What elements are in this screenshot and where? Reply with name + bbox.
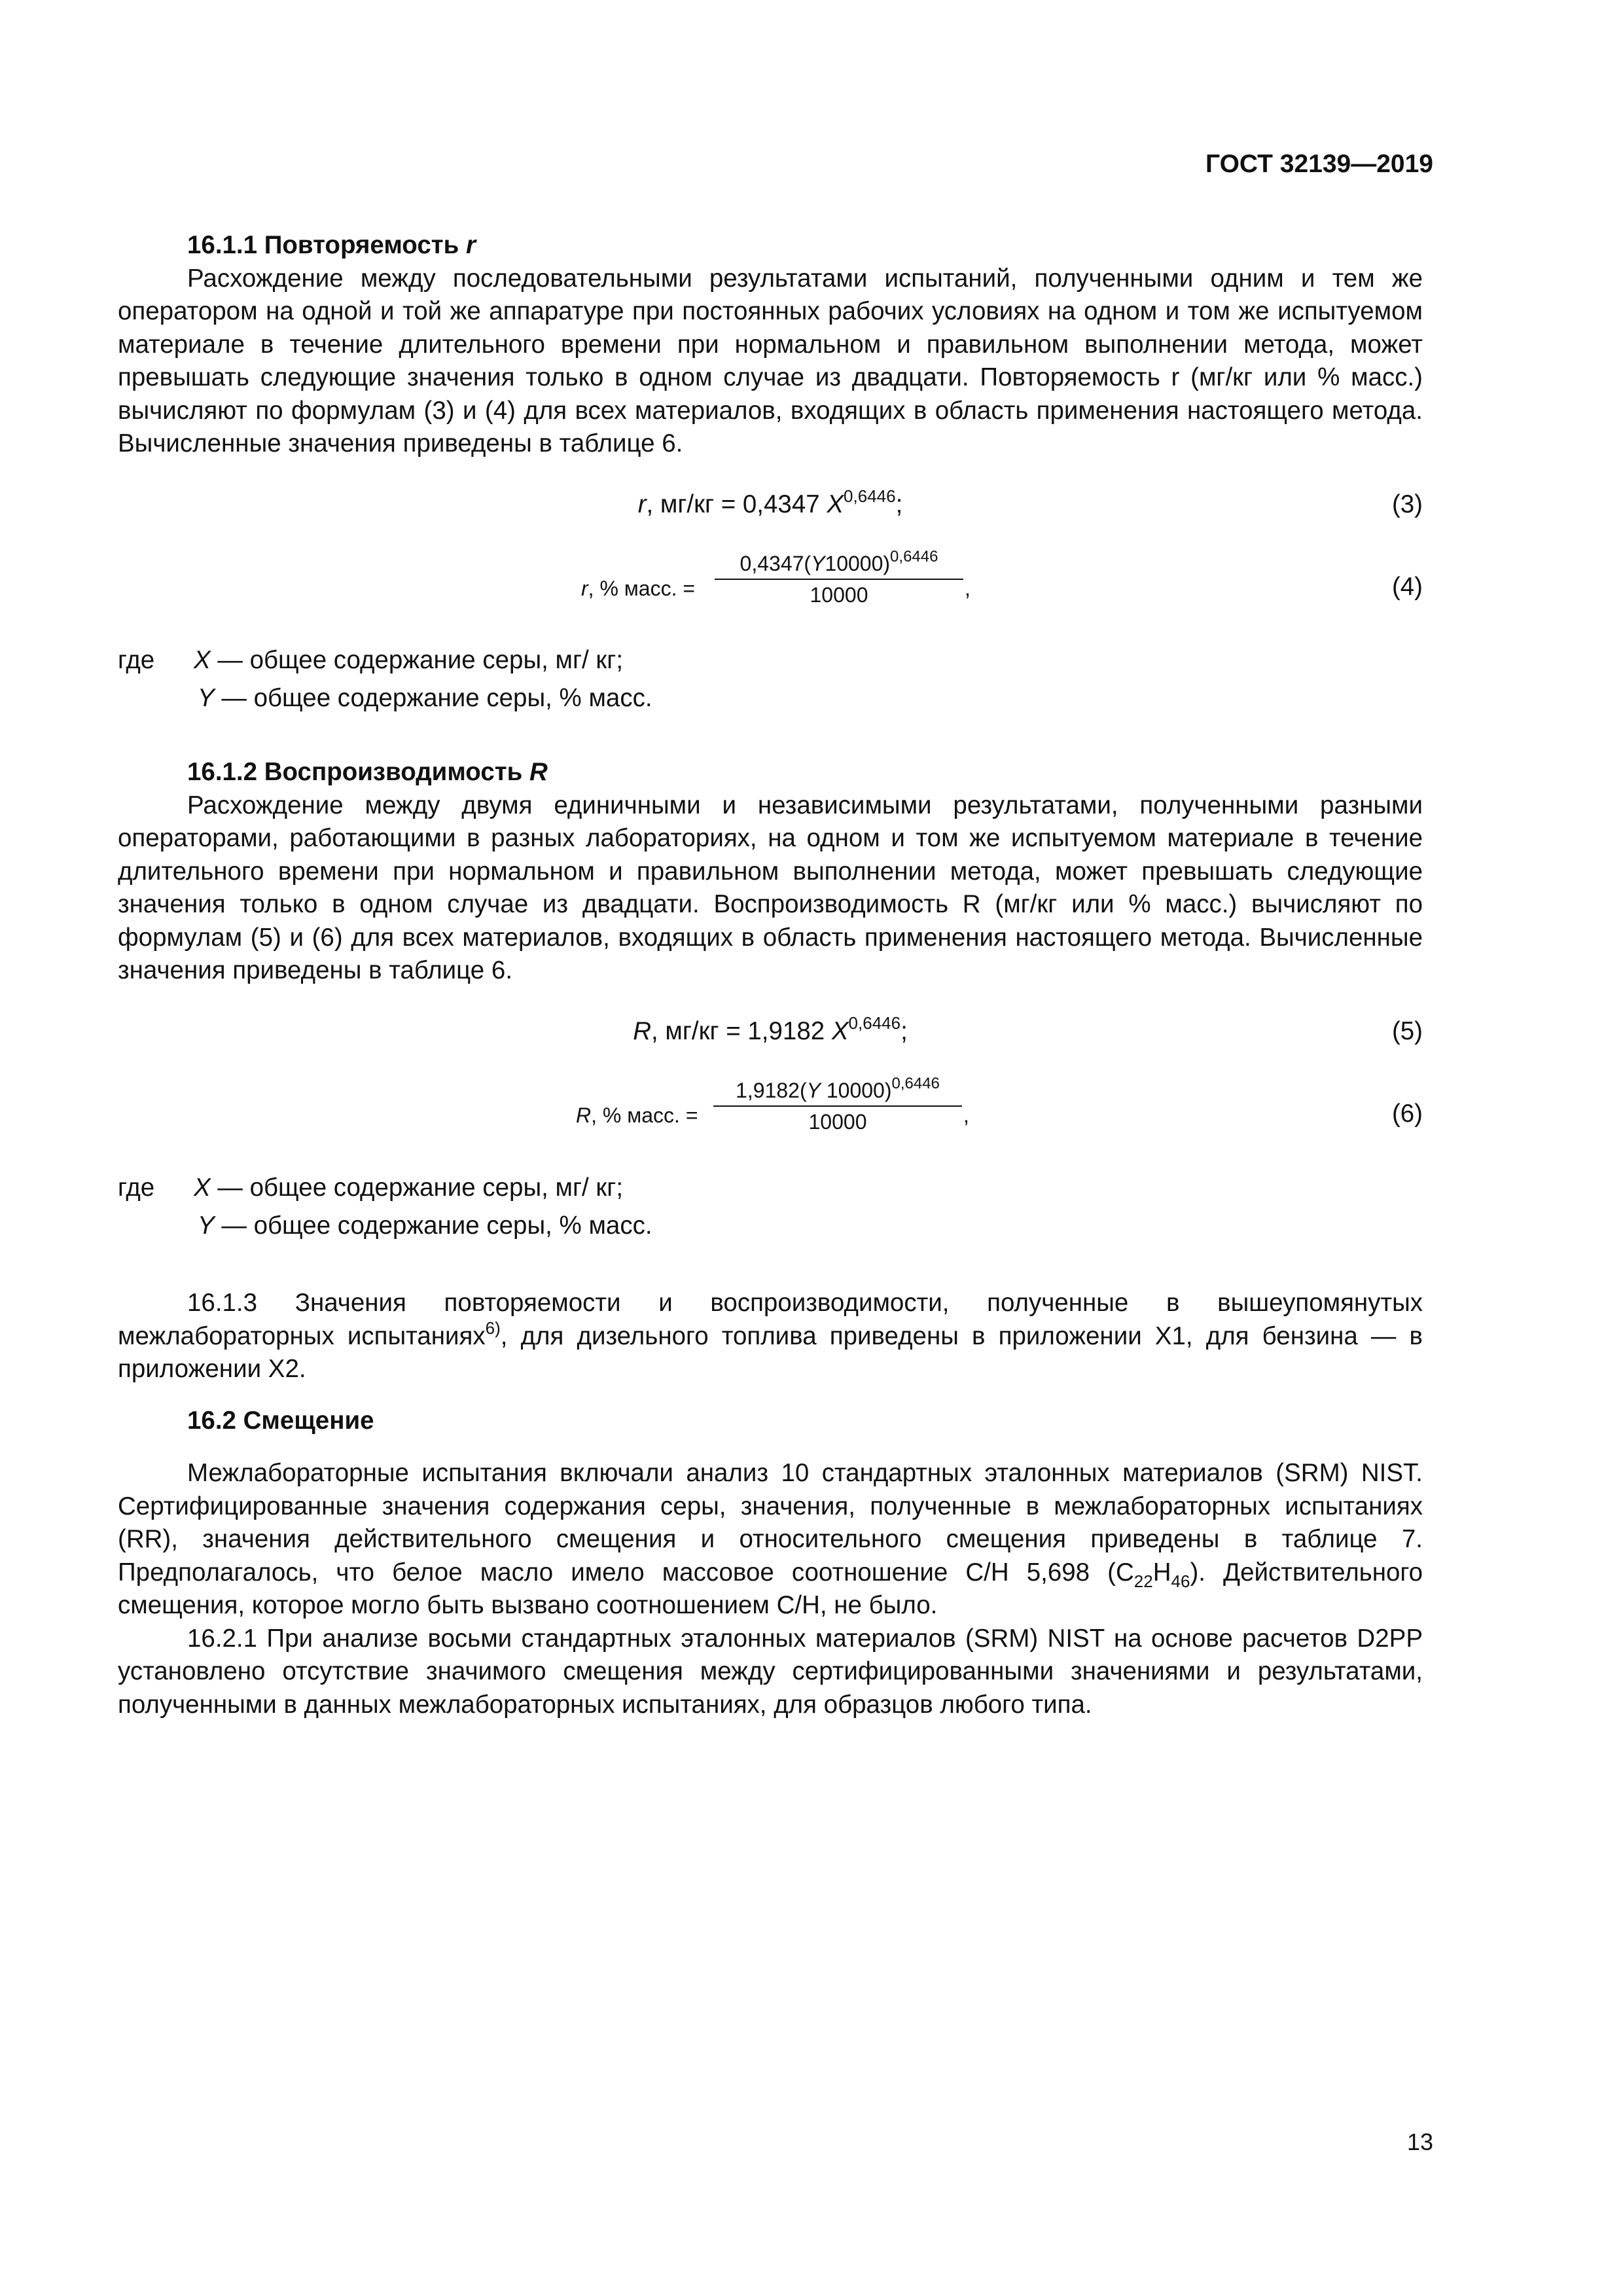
where-row-y <box>118 682 1423 720</box>
fraction <box>715 548 963 610</box>
equation-body <box>118 488 1423 522</box>
formula-subscript: 46 <box>1171 1571 1190 1591</box>
eq-lhs <box>581 572 695 605</box>
formula-element: H <box>1152 1558 1171 1587</box>
numerator-exponent: 0,6446 <box>890 548 938 565</box>
where-symbol: Y <box>198 1211 215 1240</box>
where-symbol: X <box>194 646 211 674</box>
where-definition <box>198 682 652 715</box>
heading-symbol: r <box>465 231 476 259</box>
equation-5 <box>118 1015 1423 1054</box>
fraction-numerator <box>713 1075 962 1107</box>
equation-3 <box>118 488 1423 528</box>
section-paragraph: 16.2.1 При анализе восьми стандартных эталонных материалов (SRM) NIST на основе расчетов D2PP установлено отсутствие значимого смещения между сертифицированными значениями и результатами, полученными в данных межлабораторных испытаниях, для образцов любого типа. <box>118 1624 1423 1719</box>
section-heading <box>118 229 1423 262</box>
page-number: 13 <box>1406 2128 1433 2155</box>
paragraph-text: , для дизельного топлива приведены в приложении Х1, для бензина — в приложении Х2. <box>118 1321 1423 1383</box>
section-paragraph: Расхождение между двумя единичными и независимыми результатами, полученными разными операторами, работающими в разных лабораториях, на одном и том же испытуемом материале в течение длительного времени при нормальном и правильном выполнении метода, может превышать следующие значения только в одном случае из двадцати. Воспроизводимость R (мг/кг или % масс.) вычисляют по формулам (5) и (6) для всех материалов, входящих в область применения настоящего метода. Вычисленные значения приведены в таблице 6. <box>118 791 1423 984</box>
fraction-denominator: 10000 <box>810 583 868 607</box>
equation-number: (4) <box>1391 573 1423 601</box>
eq-exponent: 0,6446 <box>848 1013 901 1033</box>
where-text: — общее содержание серы, % масс. <box>214 1211 652 1240</box>
eq-symbol: R <box>633 1017 652 1045</box>
paragraph-text: ). Действительного смещения, которое могло быть вызвано соотношением С/Н, не было. <box>118 1558 1423 1619</box>
section-paragraph <box>118 1457 1423 1623</box>
eq-tail: ; <box>895 490 903 518</box>
section-paragraph <box>118 1287 1423 1386</box>
where-row-x <box>118 644 1423 682</box>
section-heading: 16.2 Смещение <box>187 1407 374 1435</box>
where-text: — общее содержание серы, мг/ кг; <box>210 646 624 674</box>
where-definition <box>194 1172 623 1205</box>
equation-4 <box>118 548 1423 620</box>
document-code: ГОСТ 32139—2019 <box>1205 150 1433 178</box>
section-heading <box>118 756 1423 789</box>
heading-symbol: R <box>529 758 548 786</box>
eq-var: X <box>827 490 844 518</box>
eq-lhs-text: , % масс. = <box>591 1103 698 1127</box>
heading-number: 16.1.2 Воспроизводимость <box>187 758 523 786</box>
numerator-var: Y <box>806 1079 821 1102</box>
section-16-1-3 <box>118 1287 1423 1386</box>
where-symbol: Y <box>198 684 215 712</box>
eq-tail: , <box>965 577 971 600</box>
heading-number: 16.1.1 Повторяемость <box>187 231 459 259</box>
eq-tail: ; <box>901 1017 908 1045</box>
formula-subscript: 22 <box>1133 1571 1153 1591</box>
where-symbol: X <box>194 1174 211 1202</box>
eq-lhs: , мг/кг = 0,4347 <box>646 490 827 518</box>
paragraph-text: 16.1.3 Значения повторяемости и воспроизводимости, полученные в вышеупомянутых межлабораторных испытаниях <box>118 1289 1423 1350</box>
where-block-1 <box>118 644 1423 720</box>
numerator-exponent: 0,6446 <box>891 1075 940 1092</box>
equation-number: (6) <box>1391 1100 1423 1128</box>
eq-lhs: , мг/кг = 1,9182 <box>651 1017 832 1045</box>
where-definition <box>194 644 623 677</box>
section-16-1-1 <box>118 229 1423 461</box>
where-label: где <box>118 1174 155 1202</box>
numerator-mid: 10000) <box>820 1079 892 1102</box>
eq-exponent: 0,6446 <box>844 486 896 506</box>
where-text: — общее содержание серы, мг/ кг; <box>210 1174 624 1202</box>
paragraph-text: Межлабораторные испытания включали анализ 10 стандартных эталонных материалов (SRM) NIST. Сертифицированные значения содержания серы, значения, полученные в межлабораторных испытаниях (RR), значения действительного смещения и относительного смещения приведены в таблице 7. Предполагалось, что белое масло имело массовое соотношение С/Н 5,698 (C <box>118 1459 1423 1587</box>
where-text: — общее содержание серы, % масс. <box>214 684 652 712</box>
where-block-2 <box>118 1172 1423 1247</box>
equation-number: (3) <box>1391 490 1423 518</box>
eq-symbol: R <box>576 1103 592 1127</box>
equation-6 <box>118 1075 1423 1147</box>
eq-lhs-text: , % масс. = <box>588 577 696 600</box>
fraction-denominator: 10000 <box>808 1110 867 1134</box>
fraction-numerator <box>715 548 963 580</box>
numerator-base: 0,4347( <box>740 552 812 575</box>
eq-symbol: r <box>637 490 647 518</box>
section-16-1-2 <box>118 756 1423 988</box>
where-definition <box>198 1210 652 1243</box>
fraction <box>713 1075 962 1137</box>
where-label: где <box>118 646 155 674</box>
eq-var: X <box>831 1017 849 1045</box>
numerator-mid: 10000) <box>825 552 891 575</box>
eq-lhs <box>576 1099 698 1132</box>
footnote-ref: 6) <box>485 1318 501 1338</box>
section-paragraph: Расхождение между последовательными результатами испытаний, полученными одним и тем же оператором на одной и той же аппаратуре при постоянных рабочих условиях на одном и том же испытуемом материале в течение длительного времени при нормальном и правильном выполнении метода, может превышать следующие значения только в одном случае из двадцати. Повторяемость r (мг/кг или % масс.) вычисляют по формулам (3) и (4) для всех материалов, входящих в область применения настоящего метода. Вычисленные значения приведены в таблице 6. <box>118 264 1423 457</box>
equation-number: (5) <box>1391 1017 1423 1045</box>
numerator-var: Y <box>811 552 825 575</box>
eq-tail: , <box>963 1103 969 1127</box>
eq-symbol: r <box>581 577 588 600</box>
section-16-2-body <box>118 1457 1423 1721</box>
numerator-base: 1,9182( <box>736 1079 807 1102</box>
where-row-x <box>118 1172 1423 1210</box>
section-16-2 <box>118 1405 1423 1438</box>
equation-body <box>118 1015 1423 1049</box>
where-row-y <box>118 1210 1423 1247</box>
